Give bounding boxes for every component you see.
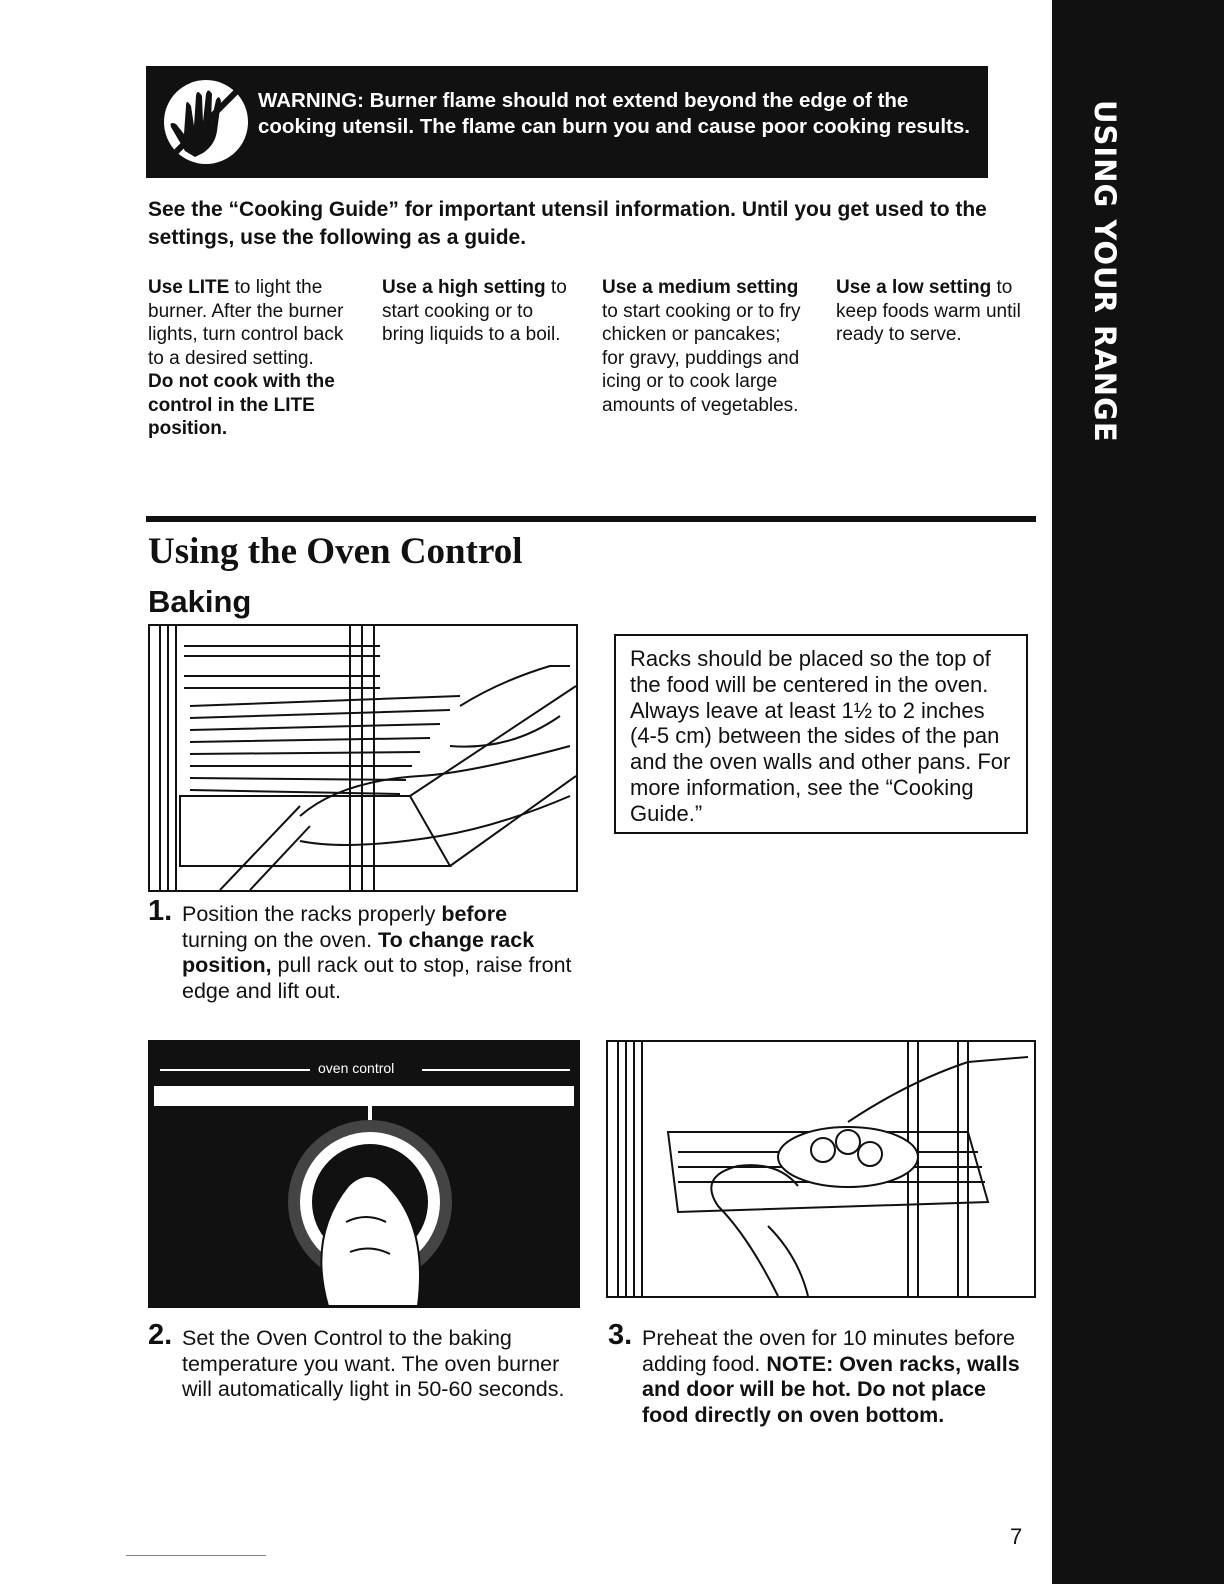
setting-column-lite bbox=[148, 276, 353, 441]
step-text bbox=[642, 1326, 1038, 1428]
step-text bbox=[182, 1326, 578, 1403]
step-3 bbox=[608, 1319, 1038, 1428]
step-text-part: Preheat the oven for 10 minutes before adding food. bbox=[642, 1326, 1015, 1376]
setting-column-low bbox=[836, 276, 1036, 347]
subsection-title: Baking bbox=[148, 584, 252, 619]
step-2 bbox=[148, 1319, 578, 1403]
step-text-part: Position the racks properly bbox=[182, 902, 442, 926]
step-1 bbox=[148, 895, 578, 1004]
side-tab-label: USING YOUR RANGE bbox=[1088, 100, 1122, 443]
step-text bbox=[182, 902, 578, 1004]
setting-body: to start cooking or to bring liquids to a boil. bbox=[382, 277, 567, 345]
setting-body: to start cooking or to fry chicken or pancakes; for gravy, puddings and icing or to cook large amounts of vegetables. bbox=[602, 300, 801, 416]
step-number: 3. bbox=[608, 1319, 633, 1351]
step-text-part: NOTE: Oven racks, walls and door will be hot. Do not place food directly on oven bottom. bbox=[642, 1351, 1020, 1427]
warning-text: WARNING: Burner flame should not extend beyond the edge of the cooking utensil. The flame can burn you and cause poor cooking results. bbox=[258, 89, 970, 138]
setting-lead: Use LITE bbox=[148, 277, 230, 298]
step-number: 2. bbox=[148, 1319, 173, 1351]
setting-caution: Do not cook with the control in the LITE position. bbox=[148, 371, 335, 439]
hand-stop-icon bbox=[162, 76, 250, 168]
step-text-part: Set the Oven Control to the baking temperature you want. The oven burner will automatically light in 50-60 seconds. bbox=[182, 1326, 565, 1401]
illustration-oven-control bbox=[148, 1040, 580, 1308]
setting-column-high bbox=[382, 276, 572, 347]
step-text-part: turning on the oven. bbox=[182, 927, 379, 952]
racks-note: Racks should be placed so the top of the food will be centered in the oven. Always leave at least 1½ to 2 inches (4-5 cm) between the sides of the pan and the oven walls and other pans. For more information, see the “Cooking Guide.” bbox=[614, 634, 1028, 834]
page-number: 7 bbox=[1010, 1524, 1023, 1549]
section-divider bbox=[146, 516, 1036, 522]
illustration-rack-position bbox=[148, 624, 578, 892]
warning-banner bbox=[146, 66, 988, 178]
setting-lead: Use a medium setting bbox=[602, 277, 799, 298]
step-text-part: before bbox=[441, 902, 508, 926]
section-title: Using the Oven Control bbox=[148, 531, 523, 572]
setting-lead: Use a high setting bbox=[382, 277, 546, 298]
guide-note: See the “Cooking Guide” for important utensil information. Until you get used to the settings, use the following as a guide. bbox=[148, 198, 987, 249]
setting-lead: Use a low setting bbox=[836, 277, 992, 298]
side-tab bbox=[1052, 0, 1224, 1584]
setting-column-medium bbox=[602, 276, 802, 417]
step-text-part: pull rack out to stop, raise front edge and lift out. bbox=[182, 953, 572, 1003]
setting-body: to keep foods warm until ready to serve. bbox=[836, 277, 1021, 345]
step-number: 1. bbox=[148, 895, 173, 927]
oven-control-label: oven control bbox=[318, 1060, 395, 1076]
illustration-preheat bbox=[606, 1040, 1036, 1298]
footer-rule bbox=[126, 1555, 266, 1556]
step-text-part: To change rack position, bbox=[182, 927, 535, 977]
setting-body: to light the burner. After the burner lights, turn control back to a desired setting. bbox=[148, 277, 344, 369]
